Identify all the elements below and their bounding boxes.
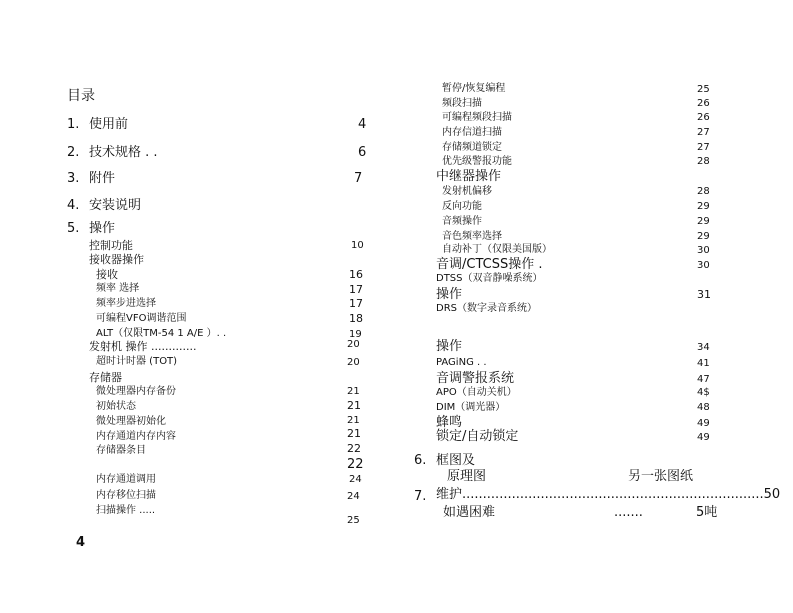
section-number: 2. (67, 145, 80, 160)
toc-page-number: 29 (697, 216, 710, 227)
toc-page-number: 17 (349, 283, 363, 296)
toc-page-number: 30 (697, 245, 710, 256)
toc-page-number: 20 (347, 357, 360, 368)
toc-entry: 附件 (89, 171, 116, 186)
toc-entry: 原理图 (447, 469, 487, 484)
toc-page-number: 26 (697, 112, 710, 123)
toc-page-number: 20 (347, 339, 360, 350)
toc-entry: 发射机 操作 ............. (89, 340, 197, 353)
toc-entry: DRS（数字录音系统） (436, 303, 537, 314)
toc-page-number: 5吨 (696, 505, 718, 520)
toc-entry: DTSS（双音静噪系统） (436, 273, 543, 284)
toc-page-number: 34 (697, 342, 710, 353)
toc-entry: 超时计时器 (TOT) (96, 356, 178, 367)
toc-entry: 使用前 (89, 117, 129, 132)
toc-entry: 控制功能 (89, 239, 133, 252)
toc-entry: 内存信道扫描 (442, 127, 502, 138)
toc-entry: 框图及 (436, 453, 476, 468)
toc-entry: 音调/CTCSS操作 . (436, 257, 543, 272)
toc-entry: 可编程VFO调谐范围 (96, 313, 187, 324)
section-number: 7. (414, 489, 427, 504)
toc-page-number: 29 (697, 201, 710, 212)
toc-entry: 反向功能 (442, 201, 482, 212)
toc-page-number: 7 (354, 171, 363, 186)
toc-entry: 接收 (96, 268, 118, 281)
toc-page-number: 24 (349, 474, 362, 485)
toc-page-number: 26 (697, 98, 710, 109)
toc-page-number: 49 (697, 432, 710, 443)
toc-page-number: 21 (347, 427, 361, 440)
toc-page-number: 21 (347, 386, 360, 397)
toc-page-number: 10 (351, 240, 364, 251)
toc-page-number: 24 (347, 491, 360, 502)
toc-entry: 音色频率选择 (442, 231, 502, 242)
toc-entry: 操作 (436, 339, 463, 354)
toc-entry: 存储频道锁定 (442, 142, 502, 153)
toc-title: 目录 (67, 88, 95, 104)
toc-page-number: 31 (697, 288, 711, 301)
toc-page-number: 27 (697, 142, 710, 153)
toc-page-number: 4$ (697, 387, 710, 398)
toc-page-number: 16 (349, 268, 363, 281)
toc-entry: APO（自动关机） (436, 387, 517, 398)
toc-entry: 操作 (436, 287, 463, 302)
toc-entry: 接收器操作 (89, 253, 144, 266)
toc-page-number: 25 (697, 84, 710, 95)
toc-entry: 安装说明 (89, 198, 142, 213)
toc-page-number: 22 (347, 442, 361, 455)
section-number: 6. (414, 453, 427, 468)
toc-entry: 如遇困难 (443, 505, 496, 520)
toc-entry: 发射机偏移 (442, 186, 492, 197)
toc-entry: 自动补丁（仅限美国版） (442, 244, 552, 255)
toc-page-number: 49 (697, 418, 710, 429)
page-number: 4 (76, 535, 86, 550)
toc-entry: 暂停/恢复编程 (442, 83, 506, 94)
toc-entry: 音调警报系统 (436, 371, 515, 386)
toc-page-number: 4 (358, 117, 367, 132)
toc-page-number: 21 (347, 399, 361, 412)
toc-entry: 优先级警报功能 (442, 156, 512, 167)
toc-entry: 初始状态 (96, 401, 136, 412)
toc-page-number: 19 (349, 329, 362, 340)
toc-entry: 微处理器内存备份 (96, 386, 176, 397)
toc-note: 另一张图纸 (628, 469, 694, 484)
section-number: 5. (67, 221, 80, 236)
toc-entry: 存储器 (89, 371, 122, 384)
section-number: 3. (67, 171, 80, 186)
toc-leader: ....... (614, 505, 643, 520)
toc-entry: 频率 选择 (96, 283, 140, 294)
toc-entry: 扫描操作 ..... (96, 505, 156, 516)
section-number: 4. (67, 198, 80, 213)
toc-page-number: 17 (349, 297, 363, 310)
toc-entry: 频率步进选择 (96, 298, 156, 309)
toc-entry: DIM（调光器） (436, 402, 506, 413)
toc-entry: PAGiNG . . (436, 357, 487, 368)
toc-entry: 内存移位扫描 (96, 490, 156, 501)
toc-page-number: 48 (697, 402, 710, 413)
toc-page-number: 22 (347, 457, 364, 472)
toc-page-number: 47 (697, 374, 710, 385)
toc-entry: 可编程频段扫描 (442, 112, 512, 123)
toc-page-number: 28 (697, 186, 710, 197)
toc-entry: 中继器操作 (436, 169, 502, 184)
toc-entry: ALT（仅限TM-54 1 A/E ）. . (96, 328, 227, 339)
toc-page-number: 28 (697, 156, 710, 167)
toc-entry: 频段扫描 (442, 98, 482, 109)
toc-entry: 内存通道内存内容 (96, 431, 176, 442)
toc-entry: 维护.........................................................................50 (436, 487, 781, 502)
toc-page-number: 27 (697, 127, 710, 138)
toc-entry: 技术规格 . . (89, 145, 158, 160)
toc-page-number: 18 (349, 312, 363, 325)
toc-page-number: 25 (347, 515, 360, 526)
toc-page-number: 29 (697, 231, 710, 242)
toc-entry: 音频操作 (442, 216, 482, 227)
toc-entry: 锁定/自动锁定 (436, 429, 519, 444)
toc-page-number: 21 (347, 415, 360, 426)
toc-entry: 内存通道调用 (96, 474, 156, 485)
toc-entry: 存储器条目 (96, 445, 146, 456)
toc-page-number: 30 (697, 260, 710, 271)
toc-page-number: 41 (697, 358, 710, 369)
toc-entry: 蜂鸣 (436, 415, 463, 430)
toc-entry: 操作 (89, 221, 116, 236)
section-number: 1. (67, 117, 80, 132)
toc-page-number: 6 (358, 145, 367, 160)
toc-entry: 微处理器初始化 (96, 416, 166, 427)
